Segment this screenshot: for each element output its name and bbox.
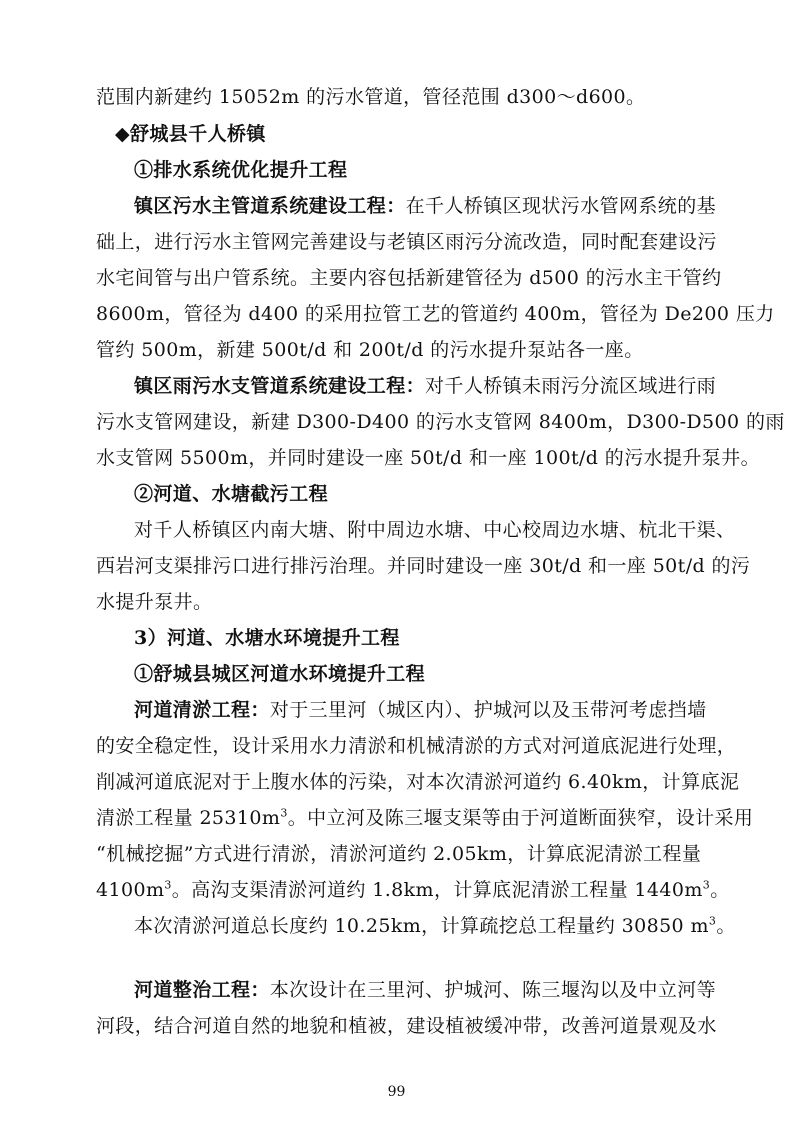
- paragraph-lead: 河道整治工程：: [134, 979, 270, 1001]
- paragraph-line: [134, 977, 717, 1003]
- superscript: 3: [702, 878, 711, 892]
- paragraph-line: 河段，结合河道自然的地貌和植被，建设植被缓冲带，改善河道景观及水: [96, 1015, 717, 1037]
- heading-section-3: 3）河道、水塘水环境提升工程: [134, 627, 400, 649]
- paragraph-line: 对千人桥镇区内南大塘、附中周边水塘、中心校周边水塘、杭北干渠、: [134, 519, 736, 541]
- text-run: 。高沟支渠清淤河道约 1.8km，计算底泥清淤工程量 1440m: [171, 879, 703, 901]
- paragraph-line: [96, 805, 754, 831]
- heading-town: ◆舒城县千人桥镇: [115, 123, 266, 145]
- paragraph-line: 8600m，管径为 d400 的采用拉管工艺的管道约 400m，管径为 De200 压力: [96, 303, 775, 325]
- paragraph-line: 的安全稳定性，设计采用水力清淤和机械清淤的方式对河道底泥进行处理，: [96, 735, 737, 757]
- paragraph-lead: 河道清淤工程：: [134, 699, 270, 721]
- paragraph-lead: 镇区雨污水支管道系统建设工程：: [134, 375, 426, 397]
- paragraph-line: [134, 373, 717, 399]
- paragraph-line: 水宅间管与出户管系统。主要内容包括新建管径为 d500 的污水主干管约: [96, 267, 722, 289]
- heading-river-pond: ②河道、水塘截污工程: [134, 483, 329, 505]
- superscript: 3: [280, 806, 288, 820]
- superscript: 3: [164, 878, 172, 892]
- paragraph-line: 水提升泵井。: [96, 591, 213, 613]
- paragraph-line: [134, 913, 736, 939]
- paragraph-text: 对于三里河（城区内）、护城河以及玉带河考虑挡墙: [269, 699, 707, 721]
- text-run: 。: [716, 915, 736, 937]
- paragraph-lead: 镇区污水主管道系统建设工程：: [134, 195, 406, 217]
- paragraph-line: 西岩河支渠排污口进行排污治理。并同时建设一座 30t/d 和一座 50t/d 的污: [96, 555, 751, 577]
- page-number: 99: [387, 1084, 406, 1100]
- superscript: 3: [708, 914, 717, 928]
- paragraph-line: 础上，进行污水主管网完善建设与老镇区雨污分流改造，同时配套建设污: [96, 231, 717, 253]
- paragraph-line: 范围内新建约 15052m 的污水管道，管径范围 d300～d600。: [96, 86, 646, 108]
- text-run: 本次清淤河道总长度约 10.25km，计算疏挖总工程量约 30850 m: [134, 915, 709, 937]
- text-run: 。中立河及陈三堰支渠等由于河道断面狭窄，设计采用: [287, 807, 754, 829]
- heading-shucheng-river: ①舒城县城区河道水环境提升工程: [134, 663, 426, 685]
- text-run: 。: [710, 879, 730, 901]
- text-run: 清淤工程量 25310m: [96, 807, 281, 829]
- paragraph-text: 在千人桥镇区现状污水管网系统的基: [405, 195, 717, 217]
- paragraph-line: 污水支管网建设，新建 D300-D400 的污水支管网 8400m，D300-D500 的雨: [96, 411, 785, 433]
- heading-drainage: ①排水系统优化提升工程: [134, 159, 348, 181]
- paragraph-line: 管约 500m，新建 500t/d 和 200t/d 的污水提升泵站各一座。: [96, 339, 644, 361]
- paragraph-line: 削减河道底泥对于上腹水体的污染，对本次清淤河道约 6.40km，计算底泥: [96, 771, 740, 793]
- paragraph-line: [134, 697, 707, 723]
- paragraph-text: 本次设计在三里河、护城河、陈三堰沟以及中立河等: [269, 979, 717, 1001]
- paragraph-line: “机械挖掘”方式进行清淤，清淤河道约 2.05km，计算底泥清淤工程量: [96, 843, 702, 865]
- paragraph-line: 水支管网 5500m，并同时建设一座 50t/d 和一座 100t/d 的污水提升泵井。: [96, 447, 761, 469]
- paragraph-line: [134, 193, 717, 219]
- text-run: 4100m: [96, 879, 165, 901]
- paragraph-line: [96, 877, 730, 903]
- paragraph-text: 对千人桥镇未雨污分流区域进行雨: [425, 375, 717, 397]
